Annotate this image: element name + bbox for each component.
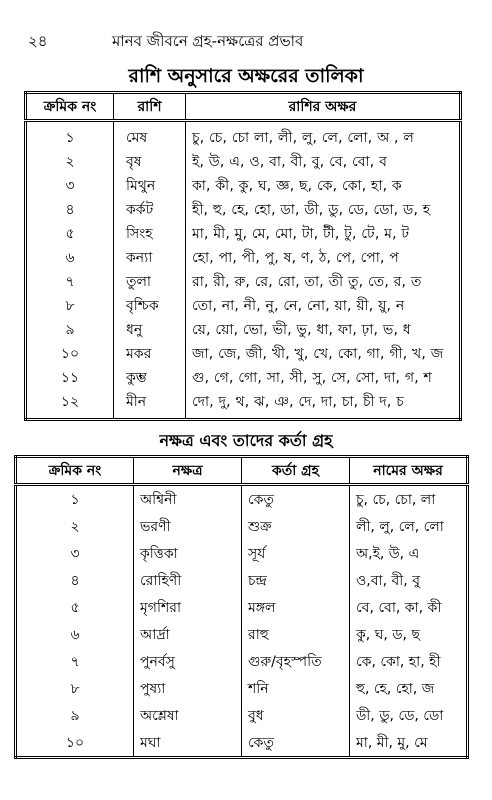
table-row (26, 366, 461, 390)
rashi-cell: মিথুন (114, 174, 186, 198)
serial-cell: ৩ (16, 540, 134, 567)
table-row (16, 567, 468, 594)
table-row (26, 270, 461, 294)
table-row (16, 485, 468, 514)
table2-header-row (16, 457, 468, 485)
table-row (16, 540, 468, 567)
table2-title: নক্ষত্র এবং তাদের কর্তা গ্রহ (159, 431, 333, 450)
table-row (16, 675, 468, 702)
table-row (26, 174, 461, 198)
rashi-cell: ধনু (114, 318, 186, 342)
rashi-cell: মীন (114, 390, 186, 420)
column-header-letters: রাশির অক্ষর (186, 93, 461, 121)
serial-cell: ২ (26, 150, 114, 174)
table1-body (26, 121, 461, 420)
planet-cell: চন্দ্র (242, 567, 350, 594)
name-letters-cell: লী, লু, লে, লো (350, 513, 468, 540)
letters-cell: হো, পা, পী, পু, ষ, ণ, ঠ, পে, পো, প (186, 246, 461, 270)
serial-cell: ১০ (16, 729, 134, 758)
serial-cell: ৪ (26, 198, 114, 222)
planet-cell: কেতু (242, 485, 350, 514)
name-letters-cell: কে, কো, হা, হী (350, 648, 468, 675)
letters-cell: কা, কী, কু, ঘ, জ্ঞ, ছ, কে, কো, হা, ক (186, 174, 461, 198)
column-header-serial: ক্রমিক নং (26, 93, 114, 121)
name-letters-cell: অ,ই, উ, এ (350, 540, 468, 567)
table-row (26, 150, 461, 174)
name-letters-cell: ডী, ডু, ডে, ডো (350, 702, 468, 729)
nakshatra-cell: পুষ্যা (134, 675, 242, 702)
page-number: ২৪ (28, 32, 48, 50)
letters-cell: চু, চে, চো লা, লী, লু, লে, লো, অ , ল (186, 121, 461, 151)
table2-body (16, 485, 468, 758)
rashi-cell: বৃষ (114, 150, 186, 174)
serial-cell: ৯ (26, 318, 114, 342)
name-letters-cell: চু, চে, চো, লা (350, 485, 468, 514)
nakshatra-cell: ভরণী (134, 513, 242, 540)
serial-cell: ১১ (26, 366, 114, 390)
nakshatra-cell: অশ্বিনী (134, 485, 242, 514)
letters-cell: গু, গে, গো, সা, সী, সু, সে, সো, দা, গ, শ (186, 366, 461, 390)
serial-cell: ১ (16, 485, 134, 514)
table-row (16, 702, 468, 729)
serial-cell: ৬ (16, 621, 134, 648)
serial-cell: ১০ (26, 342, 114, 366)
serial-cell: ১ (26, 121, 114, 151)
planet-cell: বুধ (242, 702, 350, 729)
rashi-cell: মকর (114, 342, 186, 366)
letters-cell: ই, উ, এ, ও, বা, বী, বু, বে, বো, ব (186, 150, 461, 174)
nakshatra-planet-table (14, 455, 469, 759)
running-title: মানব জীবনে গ্রহ-নক্ষত্রের প্রভাব (112, 32, 304, 50)
letters-cell: মা, মী, মু, মে, মো, টা, টী, টু, টে, ম, ট (186, 222, 461, 246)
table-row (26, 246, 461, 270)
rashi-letters-table (24, 91, 462, 421)
table-row (16, 594, 468, 621)
nakshatra-cell: কৃত্তিকা (134, 540, 242, 567)
rashi-cell: মেষ (114, 121, 186, 151)
rashi-cell: কন্যা (114, 246, 186, 270)
planet-cell: কেতু (242, 729, 350, 758)
planet-cell: গুরু/বৃহস্পতি (242, 648, 350, 675)
column-header-planet: কর্তা গ্রহ (242, 457, 350, 485)
letters-cell: জা, জে, জী, খী, খু, খে, কো, গা, গী, খ, জ (186, 342, 461, 366)
table1-title: রাশি অনুসারে অক্ষরের তালিকা (128, 65, 364, 87)
rashi-cell: কর্কট (114, 198, 186, 222)
nakshatra-cell: মঘা (134, 729, 242, 758)
rashi-cell: তুলা (114, 270, 186, 294)
planet-cell: রাহু (242, 621, 350, 648)
planet-cell: সূর্য (242, 540, 350, 567)
table-row (26, 390, 461, 420)
table-row (26, 294, 461, 318)
letters-cell: দো, দু, থ, ঝ, ঞ, দে, দা, চা, চী দ, চ (186, 390, 461, 420)
letters-cell: হী, হু, হে, হো, ডা, ডী, ডু, ডে, ডো, ড, হ (186, 198, 461, 222)
page-header (28, 30, 464, 55)
nakshatra-cell: রোহিণী (134, 567, 242, 594)
column-header-nakshatra: নক্ষত্র (134, 457, 242, 485)
name-letters-cell: হু, হে, হো, জ (350, 675, 468, 702)
serial-cell: ৭ (16, 648, 134, 675)
rashi-cell: বৃশ্চিক (114, 294, 186, 318)
column-header-name-letters: নামের অক্ষর (350, 457, 468, 485)
table-row (16, 648, 468, 675)
nakshatra-cell: মৃগশিরা (134, 594, 242, 621)
serial-cell: ৮ (26, 294, 114, 318)
table1-header-row (26, 93, 461, 121)
nakshatra-cell: অশ্লেষা (134, 702, 242, 729)
name-letters-cell: বে, বো, কা, কী (350, 594, 468, 621)
serial-cell: ৫ (16, 594, 134, 621)
serial-cell: ৯ (16, 702, 134, 729)
nakshatra-cell: আর্দ্রা (134, 621, 242, 648)
name-letters-cell: কু, ঘ, ড, ছ (350, 621, 468, 648)
rashi-cell: কুম্ভ (114, 366, 186, 390)
serial-cell: ৮ (16, 675, 134, 702)
column-header-rashi: রাশি (114, 93, 186, 121)
table-row (26, 342, 461, 366)
column-header-serial: ক্রমিক নং (16, 457, 134, 485)
rashi-cell: সিংহ (114, 222, 186, 246)
serial-cell: ৩ (26, 174, 114, 198)
table-row (26, 318, 461, 342)
table-row (26, 198, 461, 222)
table-row (16, 621, 468, 648)
serial-cell: ৪ (16, 567, 134, 594)
letters-cell: রা, রী, রু, রে, রো, তা, তী তু, তে, র, ত (186, 270, 461, 294)
serial-cell: ২ (16, 513, 134, 540)
serial-cell: ৭ (26, 270, 114, 294)
planet-cell: মঙ্গল (242, 594, 350, 621)
serial-cell: ১২ (26, 390, 114, 420)
table-row (16, 729, 468, 758)
letters-cell: য়ে, য়ো, ভো, ভী, ভু, ধা, ফা, ঢ়া, ভ, ধ (186, 318, 461, 342)
table-row (16, 513, 468, 540)
letters-cell: তো, না, নী, নু, নে, নো, য়া, য়ী, য়ু, ন (186, 294, 461, 318)
planet-cell: শুক্র (242, 513, 350, 540)
table-row (26, 222, 461, 246)
planet-cell: শনি (242, 675, 350, 702)
name-letters-cell: ও,বা, বী, বু (350, 567, 468, 594)
name-letters-cell: মা, মী, মু, মে (350, 729, 468, 758)
serial-cell: ৫ (26, 222, 114, 246)
nakshatra-cell: পুনর্বসু (134, 648, 242, 675)
serial-cell: ৬ (26, 246, 114, 270)
table-row (26, 121, 461, 151)
